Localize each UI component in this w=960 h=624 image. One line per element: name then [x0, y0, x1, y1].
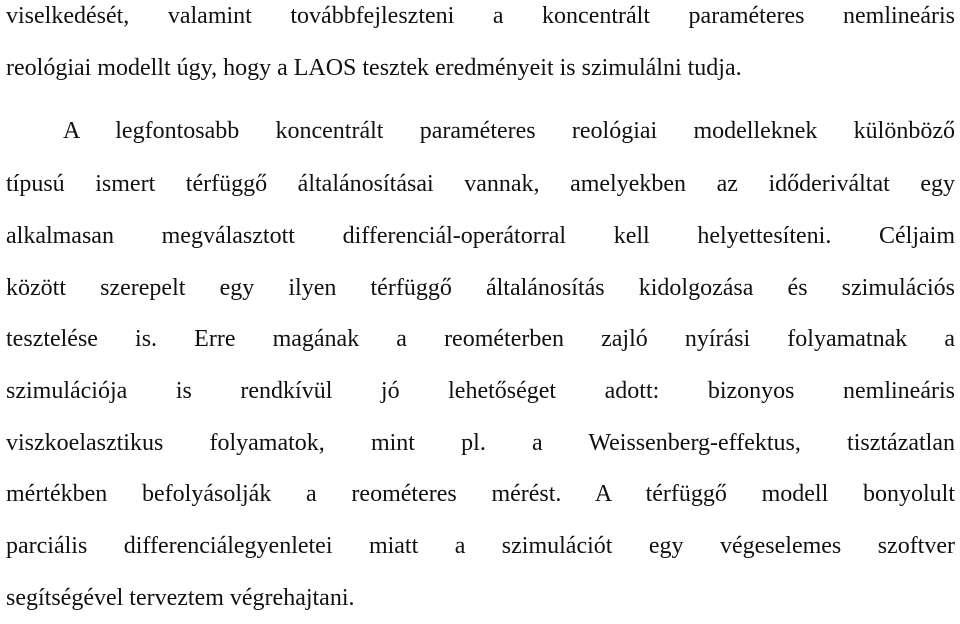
paragraph-first-line: A legfontosabb koncentrált paraméteres reológiai modelleknek különböző	[63, 118, 955, 144]
text-line: parciális differenciálegyenletei miatt a szimulációt egy végeselemes szoftver	[6, 533, 955, 559]
text-line: tesztelése is. Erre magának a reométerben zajló nyírási folyamatnak a	[6, 326, 955, 352]
text-line: alkalmasan megválasztott differenciál-operátorral kell helyettesíteni. Céljaim	[6, 223, 955, 249]
text-line: segítségével terveztem végrehajtani.	[6, 585, 355, 611]
text-line: szimulációja is rendkívül jó lehetőséget adott: bizonyos nemlineáris	[6, 378, 955, 404]
text-line: között szerepelt egy ilyen térfüggő általánosítás kidolgozása és szimulációs	[6, 275, 955, 301]
text-line: viselkedését, valamint továbbfejleszteni a koncentrált paraméteres nemlineáris	[6, 3, 955, 29]
text-line: mértékben befolyásolják a reométeres mérést. A térfüggő modell bonyolult	[6, 481, 955, 507]
text-line: reológiai modellt úgy, hogy a LAOS tesztek eredményeit is szimulálni tudja.	[6, 55, 742, 81]
document-page	[6, 0, 956, 611]
text-line: típusú ismert térfüggő általánosításai vannak, amelyekben az időderiváltat egy	[6, 171, 955, 197]
text-line: viszkoelasztikus folyamatok, mint pl. a Weissenberg-effektus, tisztázatlan	[6, 430, 955, 456]
